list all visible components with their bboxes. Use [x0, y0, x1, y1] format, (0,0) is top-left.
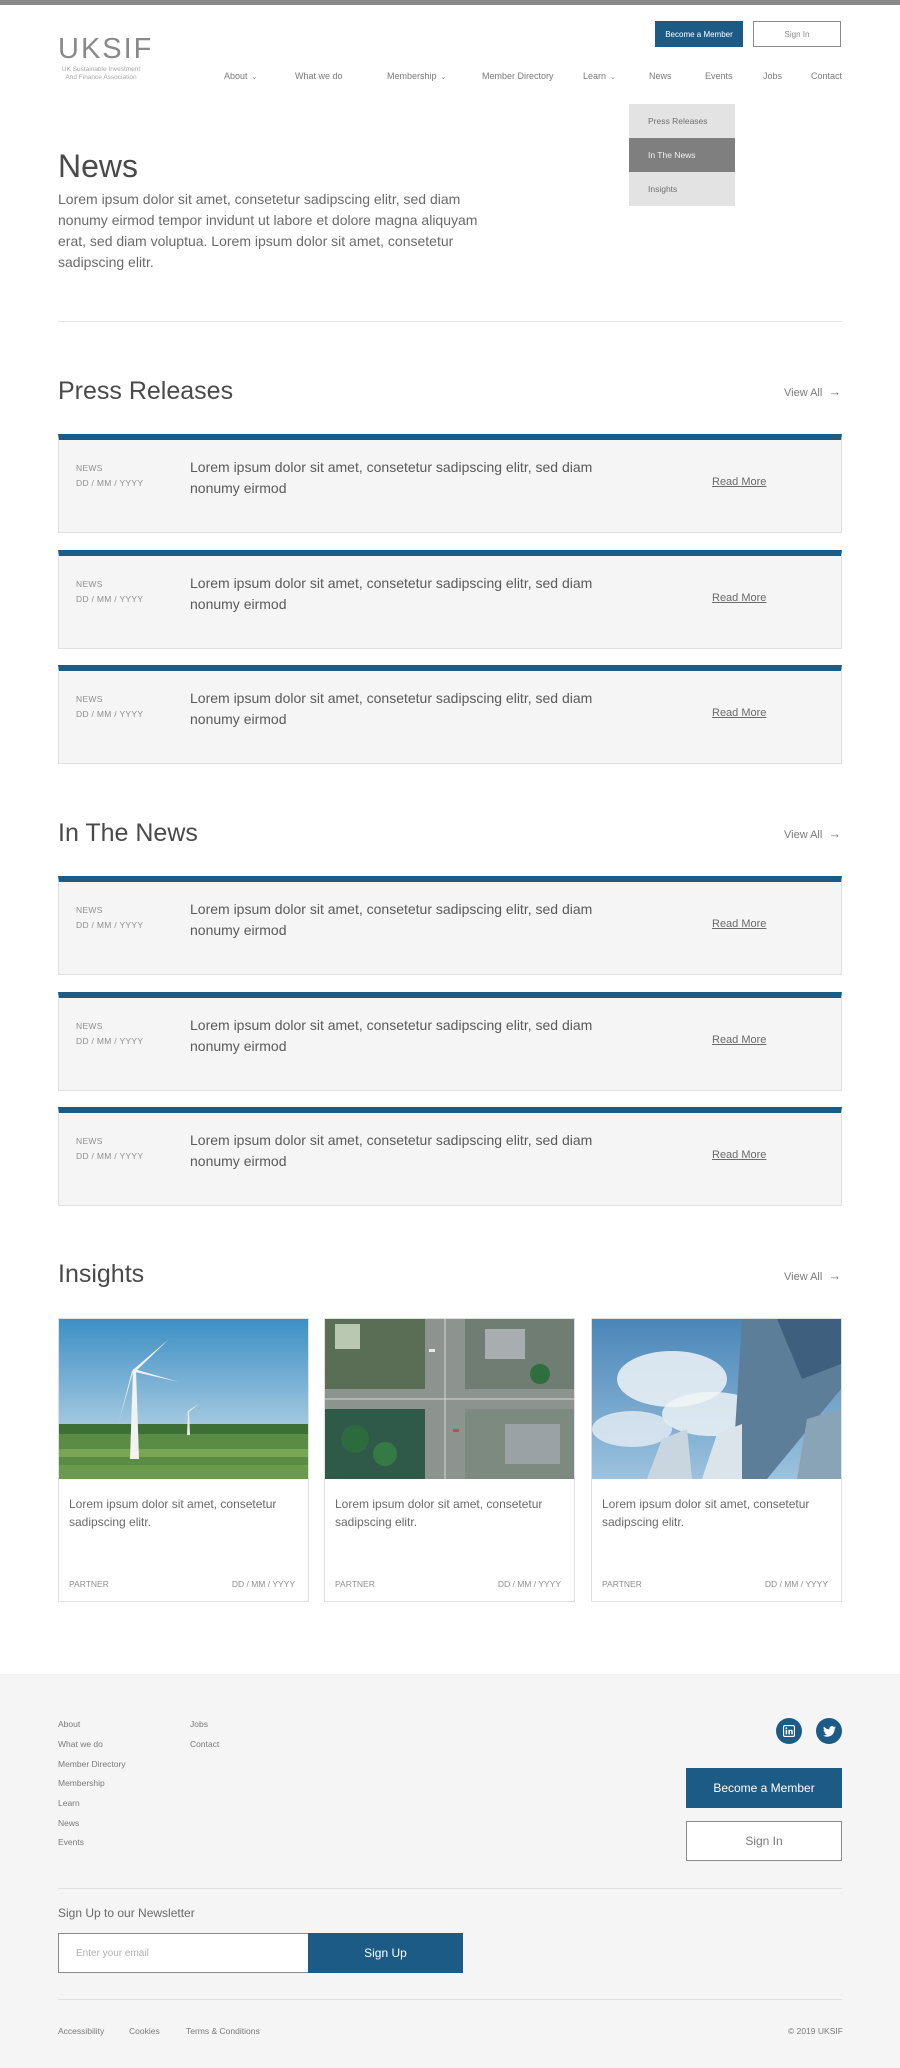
footer-link-member-directory[interactable]: Member Directory [58, 1759, 126, 1769]
nav-item-contact[interactable] [811, 71, 842, 81]
nav-item-what-we-do[interactable] [295, 71, 343, 81]
insight-partner: PARTNER [69, 1579, 109, 1589]
footer-link-about[interactable]: About [58, 1719, 81, 1729]
footer-link-learn[interactable]: Learn [58, 1798, 80, 1808]
in-the-news-card[interactable] [58, 1107, 842, 1206]
insight-partner: PARTNER [335, 1579, 375, 1589]
view-all-press-releases-link[interactable] [784, 384, 841, 399]
read-more-link[interactable]: Read More [712, 592, 767, 604]
card-category: NEWS [76, 1136, 103, 1146]
insight-summary: Lorem ipsum dolor sit amet, consetetur sadipscing elitr. [602, 1497, 810, 1529]
wind-turbine-image [59, 1319, 308, 1479]
skyscrapers-sky-image [592, 1319, 841, 1479]
page-intro: Lorem ipsum dolor sit amet, consetetur sadipscing elitr, sed diam nonumy eirmod tempor invidunt ut labore et dolore magna aliquyam erat, sed diam voluptua. Lorem ipsum dolor sit amet, consetetur sadipscing elitr. [58, 191, 478, 270]
newsletter-title: Sign Up to our Newsletter [58, 1906, 195, 1920]
nav-item-news[interactable] [649, 71, 672, 81]
footer-divider [58, 1999, 842, 2000]
arrow-right-icon: → [828, 826, 842, 841]
card-date: DD / MM / YYYY [76, 1036, 144, 1046]
card-headline: Lorem ipsum dolor sit amet, consetetur sadipscing elitr, sed diam nonumy eirmod [190, 1017, 593, 1054]
card-category: NEWS [76, 694, 103, 704]
nav-label: Learn [583, 71, 607, 81]
nav-item-jobs[interactable] [763, 71, 782, 81]
card-category: NEWS [76, 1021, 103, 1031]
card-date: DD / MM / YYYY [76, 1151, 144, 1161]
chevron-down-icon: ⌄ [440, 74, 447, 81]
footer-link-what-we-do[interactable]: What we do [58, 1739, 103, 1749]
read-more-link[interactable]: Read More [712, 1034, 767, 1046]
nav-item-learn[interactable] [583, 71, 616, 81]
dropdown-item-insights[interactable]: Insights [648, 184, 678, 194]
become-member-button[interactable]: Become a Member [655, 21, 743, 47]
insight-date: DD / MM / YYYY [764, 1579, 828, 1589]
insight-partner: PARTNER [602, 1579, 642, 1589]
card-headline: Lorem ipsum dolor sit amet, consetetur sadipscing elitr, sed diam nonumy eirmod [190, 690, 593, 727]
nav-label: Events [705, 71, 733, 81]
section-title-press-releases: Press Releases [58, 377, 234, 405]
card-date: DD / MM / YYYY [76, 709, 144, 719]
aerial-city-intersection-image [325, 1319, 574, 1479]
card-category: NEWS [76, 579, 103, 589]
footer-link-accessibility[interactable]: Accessibility [58, 2026, 105, 2036]
page-title: News [58, 148, 139, 184]
nav-label: What we do [295, 71, 343, 81]
footer-sign-in-button[interactable]: Sign In [686, 1821, 842, 1861]
nav-label: Contact [811, 71, 843, 81]
footer-link-events[interactable]: Events [58, 1837, 84, 1847]
arrow-right-icon: → [828, 384, 842, 399]
chevron-down-icon: ⌄ [610, 74, 616, 81]
twitter-icon[interactable] [816, 1718, 842, 1744]
logo-tagline: UK Sustainable Investment And Finance Association [61, 66, 141, 81]
view-all-label: View All [784, 829, 823, 841]
in-the-news-card[interactable] [58, 992, 842, 1091]
card-headline: Lorem ipsum dolor sit amet, consetetur sadipscing elitr, sed diam nonumy eirmod [190, 459, 593, 496]
newsletter-email-input[interactable] [58, 1933, 309, 1973]
footer-link-terms[interactable]: Terms & Conditions [186, 2026, 260, 2036]
footer-divider [58, 1888, 842, 1889]
view-all-in-the-news-link[interactable] [784, 826, 841, 841]
press-release-card[interactable] [58, 550, 842, 649]
section-title-in-the-news: In The News [58, 819, 198, 847]
card-date: DD / MM / YYYY [76, 594, 144, 604]
card-category: NEWS [76, 905, 103, 915]
read-more-link[interactable]: Read More [712, 918, 767, 930]
footer-link-contact[interactable]: Contact [190, 1739, 220, 1749]
footer-link-membership[interactable]: Membership [58, 1778, 105, 1788]
nav-label: About [224, 71, 248, 81]
newsletter-sign-up-button[interactable]: Sign Up [308, 1933, 463, 1973]
view-all-insights-link[interactable] [784, 1268, 841, 1283]
insight-summary: Lorem ipsum dolor sit amet, consetetur sadipscing elitr. [335, 1497, 543, 1529]
nav-label: Membership [387, 71, 437, 81]
insight-card[interactable] [58, 1318, 309, 1602]
news-dropdown-menu [629, 104, 735, 206]
nav-item-events[interactable] [705, 71, 733, 81]
insight-summary: Lorem ipsum dolor sit amet, consetetur sadipscing elitr. [69, 1497, 277, 1529]
view-all-label: View All [784, 1271, 823, 1283]
chevron-down-icon: ⌄ [251, 74, 258, 81]
footer-become-member-button[interactable]: Become a Member [686, 1768, 842, 1808]
footer-link-cookies[interactable]: Cookies [129, 2026, 160, 2036]
press-release-card[interactable] [58, 434, 842, 533]
insight-card[interactable] [324, 1318, 575, 1602]
sign-in-button[interactable]: Sign In [753, 21, 841, 47]
card-headline: Lorem ipsum dolor sit amet, consetetur sadipscing elitr, sed diam nonumy eirmod [190, 575, 593, 612]
card-date: DD / MM / YYYY [76, 920, 144, 930]
main-nav [0, 71, 900, 85]
footer-link-jobs[interactable]: Jobs [190, 1719, 208, 1729]
read-more-link[interactable]: Read More [712, 707, 767, 719]
insight-card[interactable] [591, 1318, 842, 1602]
in-the-news-card[interactable] [58, 876, 842, 975]
footer [0, 1674, 900, 2068]
copyright: © 2019 UKSIF [788, 2026, 843, 2036]
linkedin-glyph [783, 1725, 795, 1737]
top-accent-bar [0, 0, 900, 5]
read-more-link[interactable]: Read More [712, 476, 767, 488]
insight-date: DD / MM / YYYY [497, 1579, 561, 1589]
card-category: NEWS [76, 463, 103, 473]
logo-wordmark: UKSIF [58, 33, 154, 65]
dropdown-item-press-releases[interactable]: Press Releases [648, 116, 708, 126]
nav-label: Jobs [763, 71, 783, 81]
nav-item-member-directory[interactable] [482, 71, 554, 81]
twitter-glyph [823, 1726, 836, 1737]
press-release-card[interactable] [58, 665, 842, 764]
footer-link-news[interactable]: News [58, 1818, 80, 1828]
divider [58, 321, 842, 322]
card-headline: Lorem ipsum dolor sit amet, consetetur sadipscing elitr, sed diam nonumy eirmod [190, 901, 593, 938]
card-date: DD / MM / YYYY [76, 478, 144, 488]
dropdown-item-in-the-news[interactable]: In The News [629, 138, 735, 172]
card-headline: Lorem ipsum dolor sit amet, consetetur sadipscing elitr, sed diam nonumy eirmod [190, 1132, 593, 1169]
section-title-insights: Insights [58, 1260, 145, 1288]
linkedin-icon[interactable] [776, 1718, 802, 1744]
view-all-label: View All [784, 387, 823, 399]
nav-label: Member Directory [482, 71, 554, 81]
read-more-link[interactable]: Read More [712, 1149, 767, 1161]
insight-date: DD / MM / YYYY [231, 1579, 295, 1589]
nav-item-membership[interactable] [387, 71, 446, 81]
nav-item-about[interactable] [224, 71, 257, 81]
nav-label: News [649, 71, 672, 81]
arrow-right-icon: → [828, 1268, 842, 1283]
